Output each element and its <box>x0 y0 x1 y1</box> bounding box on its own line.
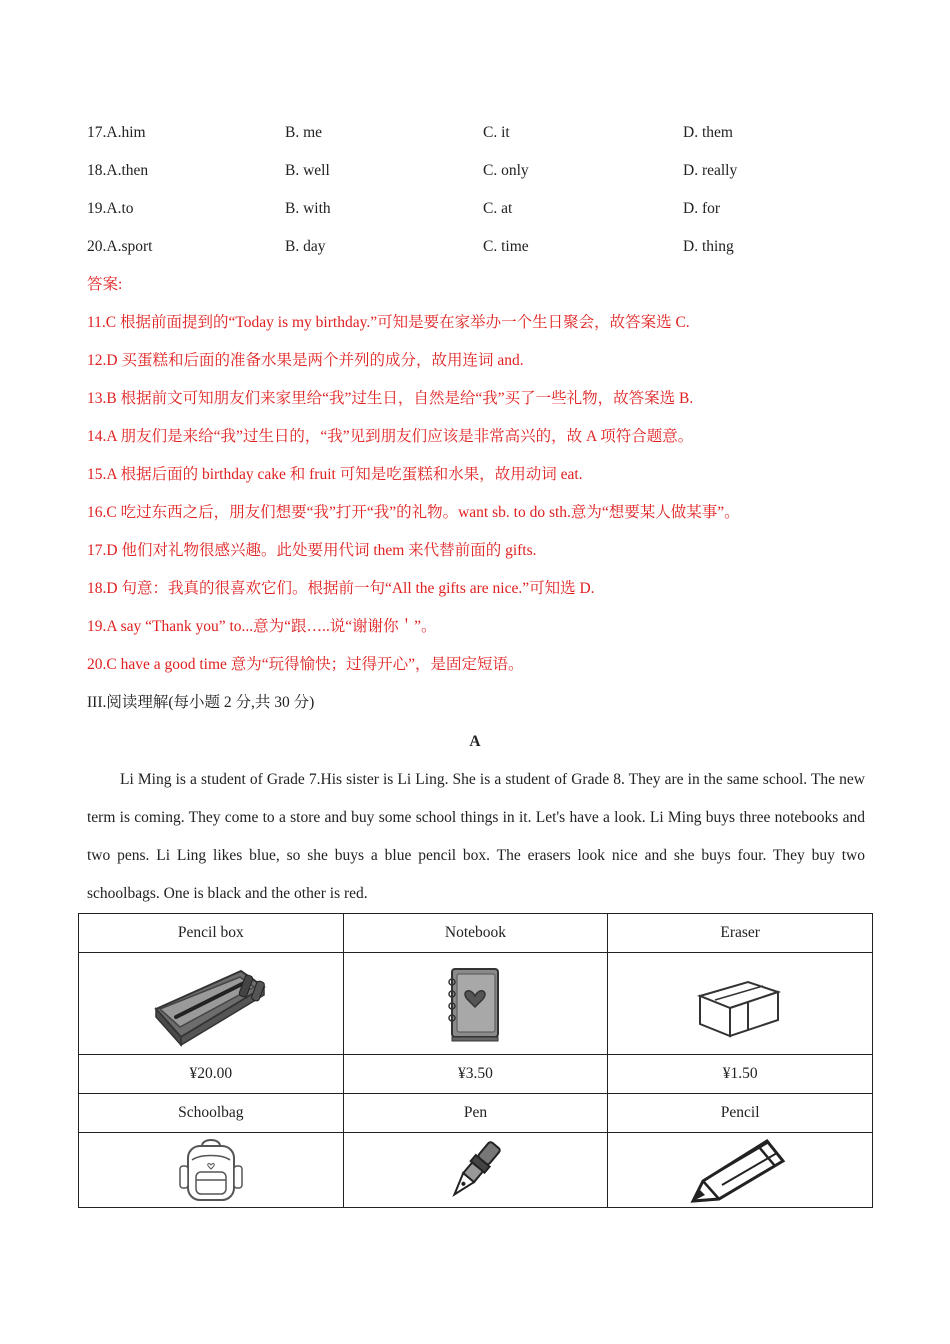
answer-16: 16.C 吃过东西之后，朋友们想要“我”打开“我”的礼物。want sb. to do sth.意为“想要某人做某事”。 <box>87 504 740 521</box>
option-b: B. with <box>285 200 331 217</box>
answer-19: 19.A say “Thank you” to...意为“跟…..说“谢谢你＇”。 <box>87 618 437 635</box>
answer-13: 13.B 根据前文可知朋友们来家里给“我”过生日，自然是给“我”买了一些礼物，故答案选 B. <box>87 390 694 407</box>
answer-14: 14.A 朋友们是来给“我”过生日的，“我”见到朋友们应该是非常高兴的，故 A 项符合题意。 <box>87 428 694 445</box>
price-eraser: ¥1.50 <box>608 1055 873 1094</box>
answer-11: 11.C 根据前面提到的“Today is my birthday.”可知是要在家举办一个生日聚会，故答案选 C. <box>87 314 690 331</box>
eraser-icon <box>690 964 790 1044</box>
option-d: D. really <box>683 162 738 179</box>
option-c: C. it <box>483 124 510 141</box>
option-a: 18.A.then <box>87 162 149 179</box>
option-b: B. me <box>285 124 323 141</box>
schoolbag-cell <box>79 1133 344 1208</box>
schoolbag-icon <box>176 1136 246 1204</box>
answer-heading: 答案: <box>87 276 123 293</box>
options-row-17 <box>87 123 887 143</box>
options-row-19 <box>87 199 887 219</box>
passage-text: Li Ming is a student of Grade 7.His sister is Li Ling. She is a student of Grade 8. They are in the same school. The new term is coming. They come to a store and buy some school things in it. Let's have a look. Li Ming buys three notebooks and two pens. Li Ling likes blue, so she buys a blue pencil box. The erasers look nice and she buys four. They buy two schoolbags. One is black and the other is red. <box>87 771 865 902</box>
price-notebook: ¥3.50 <box>343 1055 608 1094</box>
answer-17: 17.D 他们对礼物很感兴趣。此处要用代词 them 来代替前面的 gifts. <box>87 542 537 559</box>
answer-20: 20.C have a good time 意为“玩得愉快；过得开心”，是固定短语。 <box>87 656 524 673</box>
passage-label: A <box>469 733 481 750</box>
option-d: D. thing <box>683 238 734 255</box>
options-row-20 <box>87 237 887 257</box>
notebook-cell <box>343 953 608 1055</box>
pen-icon <box>435 1136 515 1204</box>
pencil-box-cell <box>79 953 344 1055</box>
option-c: C. only <box>483 162 529 179</box>
option-a: 20.A.sport <box>87 238 153 255</box>
option-a: 17.A.him <box>87 124 146 141</box>
option-d: D. them <box>683 124 733 141</box>
answer-15: 15.A 根据后面的 birthday cake 和 fruit 可知是吃蛋糕和水果，故用动词 eat. <box>87 466 583 483</box>
options-row-18 <box>87 161 887 181</box>
option-b: B. well <box>285 162 330 179</box>
option-c: C. at <box>483 200 513 217</box>
pencil-box-icon <box>146 959 276 1049</box>
eraser-cell <box>608 953 873 1055</box>
notebook-icon <box>440 964 510 1044</box>
section-title: III.阅读理解(每小题 2 分,共 30 分) <box>87 694 315 711</box>
option-c: C. time <box>483 238 529 255</box>
label-pen: Pen <box>343 1094 608 1133</box>
label-notebook: Notebook <box>343 914 608 953</box>
pencil-cell <box>608 1133 873 1208</box>
price-table <box>78 913 873 1208</box>
pen-cell <box>343 1133 608 1208</box>
option-d: D. for <box>683 200 721 217</box>
option-a: 19.A.to <box>87 200 134 217</box>
label-schoolbag: Schoolbag <box>79 1094 344 1133</box>
label-eraser: Eraser <box>608 914 873 953</box>
answer-12: 12.D 买蛋糕和后面的准备水果是两个并列的成分，故用连词 and. <box>87 352 524 369</box>
label-pencil: Pencil <box>608 1094 873 1133</box>
option-b: B. day <box>285 238 326 255</box>
answer-18: 18.D 句意：我真的很喜欢它们。根据前一句“All the gifts are nice.”可知选 D. <box>87 580 595 597</box>
pencil-icon <box>685 1135 795 1205</box>
passage-paragraph <box>87 761 865 913</box>
price-pencil-box: ¥20.00 <box>79 1055 344 1094</box>
label-pencil-box: Pencil box <box>79 914 344 953</box>
